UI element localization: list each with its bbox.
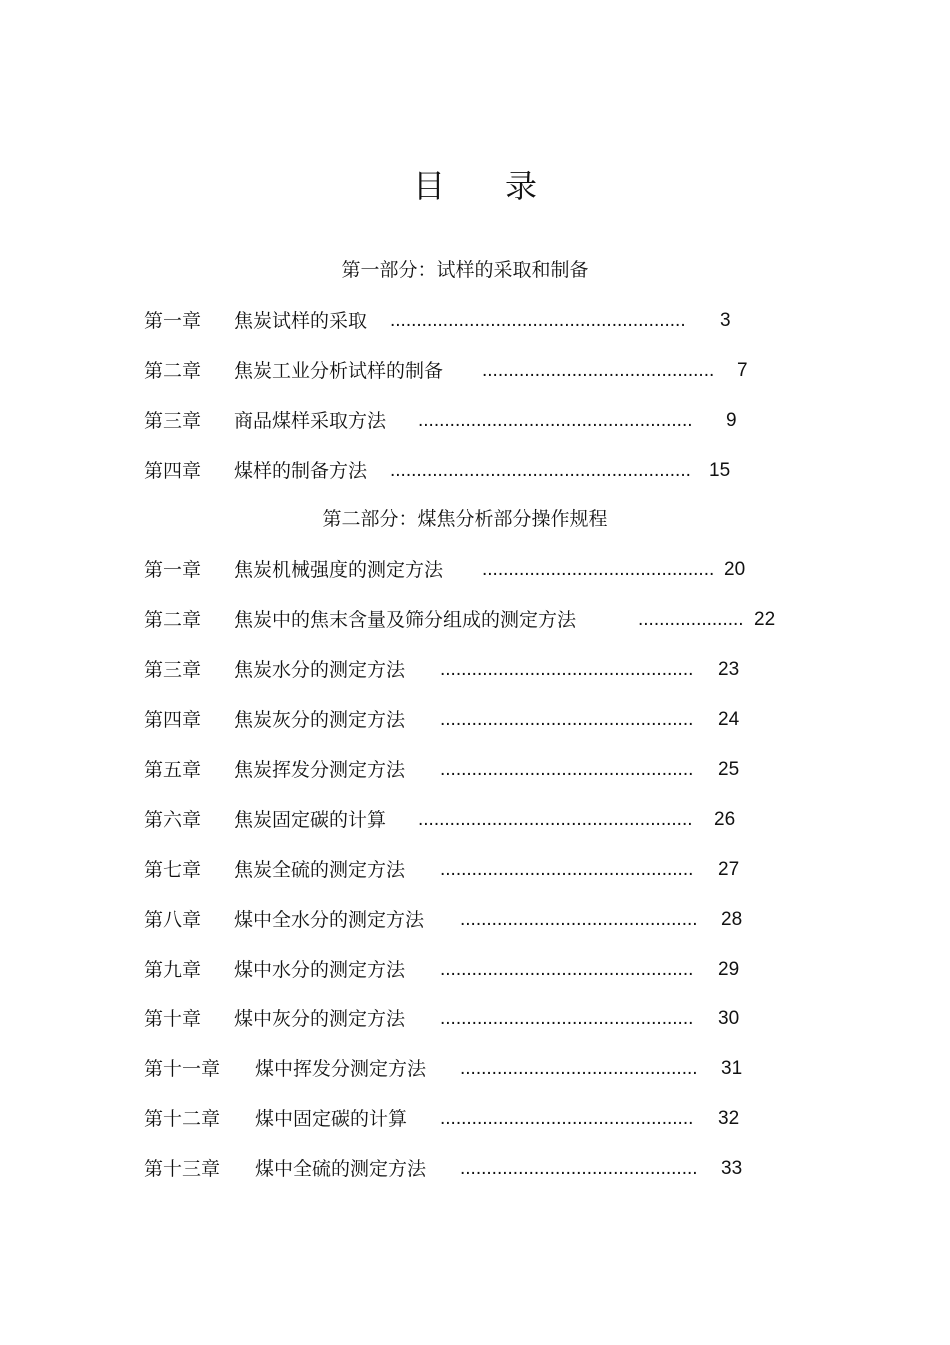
page-number: 15 (709, 460, 731, 481)
chapter-number: 第七章 (144, 859, 202, 881)
chapter-number: 第三章 (144, 659, 202, 681)
leader-dots: ............................................. (460, 1158, 698, 1179)
leader-dots: ............................................ (482, 360, 715, 381)
page-title (0, 166, 950, 206)
leader-dots: .................... (638, 609, 744, 630)
part-heading-2: 第二部分：煤焦分析部分操作规程 (322, 508, 608, 530)
chapter-number: 第二章 (144, 609, 202, 631)
chapter-title: 煤样的制备方法 (234, 460, 368, 482)
leader-dots: .................................................... (418, 809, 693, 830)
page-number: 26 (714, 809, 736, 830)
page-number: 27 (718, 859, 740, 880)
leader-dots: ........................................................ (390, 310, 686, 331)
chapter-title: 煤中灰分的测定方法 (234, 1008, 406, 1030)
page-number: 24 (718, 709, 740, 730)
chapter-number: 第五章 (144, 759, 202, 781)
leader-dots: .................................................... (418, 410, 693, 431)
chapter-title: 煤中水分的测定方法 (234, 959, 406, 981)
title-char-left: 目 (412, 167, 445, 205)
leader-dots: ................................................ (440, 1108, 694, 1129)
part-heading-1: 第一部分：试样的采取和制备 (341, 259, 589, 281)
leader-dots: ................................................ (440, 709, 694, 730)
page-number: 20 (724, 559, 746, 580)
chapter-number: 第十章 (144, 1008, 202, 1030)
chapter-title: 焦炭中的焦末含量及筛分组成的测定方法 (234, 609, 577, 631)
chapter-number: 第九章 (144, 959, 202, 981)
page-number: 22 (754, 609, 776, 630)
chapter-number: 第八章 (144, 909, 202, 931)
chapter-title: 焦炭试样的采取 (234, 310, 368, 332)
leader-dots: ................................................ (440, 1008, 694, 1029)
chapter-title: 焦炭工业分析试样的制备 (234, 360, 444, 382)
title-char-right: 录 (505, 167, 538, 205)
page-number: 3 (720, 310, 731, 331)
page-number: 32 (718, 1108, 740, 1129)
chapter-number: 第六章 (144, 809, 202, 831)
page-number: 23 (718, 659, 740, 680)
leader-dots: ................................................ (440, 859, 694, 880)
chapter-title: 焦炭水分的测定方法 (234, 659, 406, 681)
chapter-title: 焦炭固定碳的计算 (234, 809, 387, 831)
leader-dots: ............................................ (482, 559, 715, 580)
chapter-number: 第四章 (144, 460, 202, 482)
chapter-title: 焦炭机械强度的测定方法 (234, 559, 444, 581)
leader-dots: ................................................ (440, 959, 694, 980)
chapter-title: 商品煤样采取方法 (234, 410, 387, 432)
chapter-title: 焦炭挥发分测定方法 (234, 759, 406, 781)
page-number: 31 (721, 1058, 743, 1079)
chapter-number: 第十三章 (144, 1158, 221, 1180)
page-number: 7 (737, 360, 748, 381)
leader-dots: ................................................ (440, 659, 694, 680)
page-number: 33 (721, 1158, 743, 1179)
leader-dots: ............................................. (460, 1058, 698, 1079)
chapter-number: 第二章 (144, 360, 202, 382)
page-number: 25 (718, 759, 740, 780)
chapter-number: 第三章 (144, 410, 202, 432)
chapter-number: 第四章 (144, 709, 202, 731)
chapter-number: 第十一章 (144, 1058, 221, 1080)
page-number: 29 (718, 959, 740, 980)
page-number: 9 (726, 410, 737, 431)
chapter-number: 第一章 (144, 310, 202, 332)
chapter-number: 第一章 (144, 559, 202, 581)
chapter-number: 第十二章 (144, 1108, 221, 1130)
chapter-title: 煤中全硫的测定方法 (255, 1158, 427, 1180)
leader-dots: ............................................. (460, 909, 698, 930)
chapter-title: 煤中全水分的测定方法 (234, 909, 425, 931)
page-number: 30 (718, 1008, 740, 1029)
leader-dots: ......................................................... (390, 460, 691, 481)
chapter-title: 焦炭全硫的测定方法 (234, 859, 406, 881)
leader-dots: ................................................ (440, 759, 694, 780)
page-number: 28 (721, 909, 743, 930)
chapter-title: 煤中挥发分测定方法 (255, 1058, 427, 1080)
chapter-title: 煤中固定碳的计算 (255, 1108, 408, 1130)
chapter-title: 焦炭灰分的测定方法 (234, 709, 406, 731)
